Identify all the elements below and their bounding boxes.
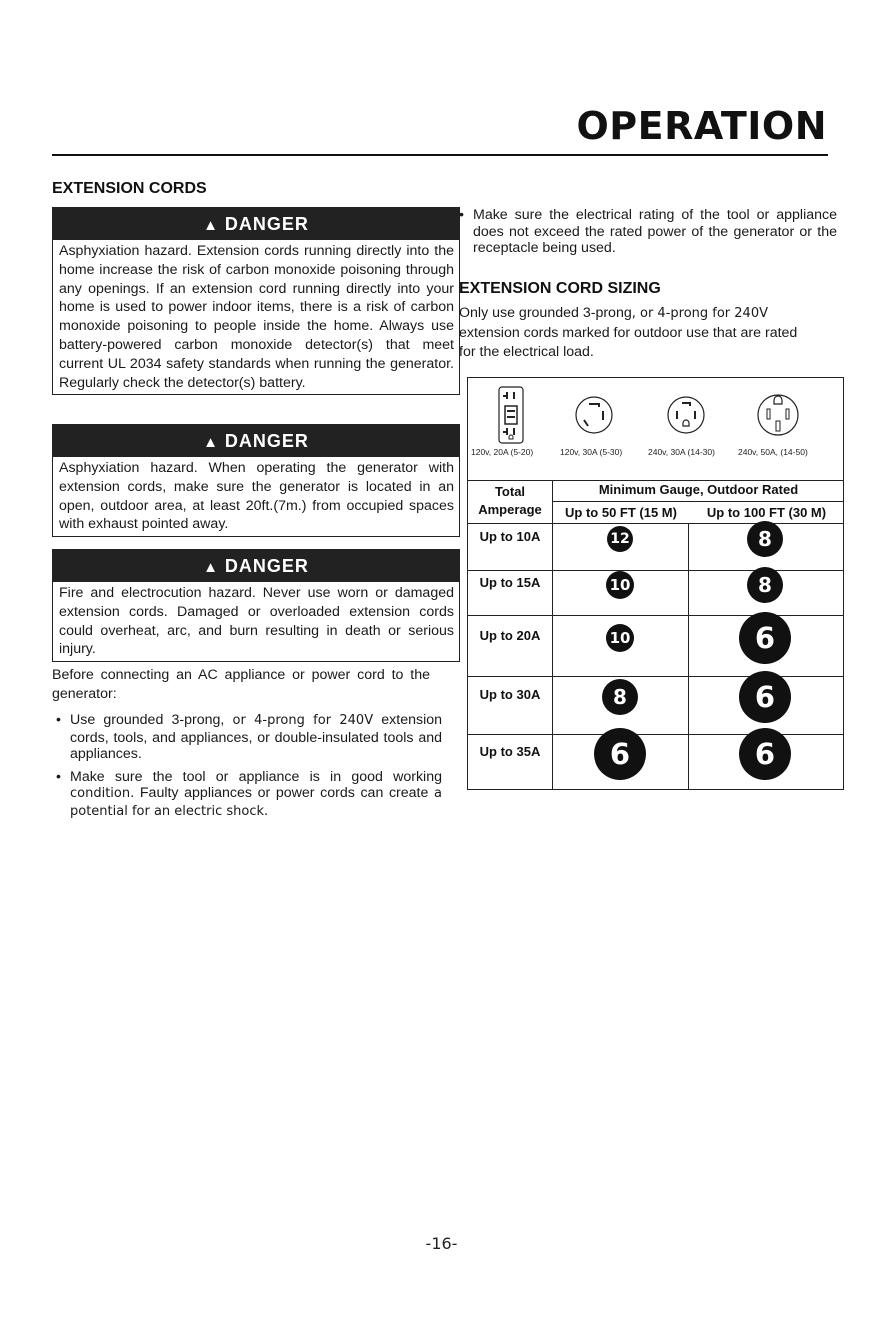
- sizing-paragraph: Only use grounded 3-prong, or 4-prong for 240V extension cords marked for outdoor use that are rated for the electrical load.: [459, 305, 798, 360]
- row-amperage: Up to 35A: [479, 743, 541, 759]
- row-amperage: Up to 20A: [479, 627, 541, 643]
- danger-label: DANGER: [224, 556, 309, 576]
- list-item: • Make sure the electrical rating of the tool or appliance does not exceed the rated power of the generator or the receptacle being used.: [455, 207, 837, 257]
- danger-box-2: [52, 424, 460, 537]
- danger-text: Asphyxiation hazard. Extension cords running directly into the home increase the risk of carbon monoxide poisoning through any openings. If an extension cord running directly into your home is used to power indoor items, there is a risk of carbon monoxide poisoning to people inside the home. Always use battery-powered carbon monoxide detector(s) that meet current UL 2034 safety standards when running the generator. Regularly check the detector(s) battery.: [59, 243, 454, 391]
- outlet-label: 240v, 50A, (14-50): [738, 447, 808, 457]
- outlet-14-30-icon: [666, 394, 706, 436]
- row-amperage: Up to 15A: [479, 574, 541, 590]
- outlet-5-30-icon: [574, 394, 614, 436]
- danger-text: Asphyxiation hazard. When operating the generator with extension cords, make sure the generator is located in an open, outdoor area, at least 20ft.(7m.) from occupied spaces with exhaust pointed away.: [59, 460, 454, 533]
- page-title: OPERATION: [576, 104, 827, 148]
- column-header-50ft: Up to 50 FT (15 M): [565, 505, 677, 520]
- intro-paragraph: Before connecting an AC appliance or power cord to the generator:: [52, 667, 430, 702]
- outlet-row: [468, 378, 843, 481]
- gauge-badge-100ft: 6: [739, 612, 791, 664]
- row-amperage: Up to 30A: [479, 687, 541, 702]
- header-rule: [52, 154, 828, 156]
- danger-header: [53, 425, 459, 457]
- section-title-extension-cords: EXTENSION CORDS: [52, 180, 207, 197]
- outlet-label: 240v, 30A (14-30): [648, 447, 715, 457]
- danger-text: Fire and electrocution hazard. Never use worn or damaged extension cords. Damaged or overloaded extension cords could overheat, arc, and burn resulting in death or serious injury.: [59, 585, 454, 658]
- column-header-min-gauge: Minimum Gauge, Outdoor Rated: [598, 482, 799, 497]
- column-header-amperage: Amperage: [478, 502, 542, 517]
- danger-label: DANGER: [224, 214, 309, 234]
- gauge-badge-50ft: 10: [606, 571, 634, 599]
- outlet-label: 120v, 30A (5-30): [560, 447, 623, 457]
- danger-box-3: [52, 549, 460, 662]
- gauge-badge-50ft: 12: [607, 526, 633, 552]
- gauge-badge-100ft: 6: [739, 728, 791, 780]
- warning-triangle-icon: ▲: [203, 217, 219, 234]
- gauge-badge-100ft: 8: [747, 567, 783, 603]
- gauge-table: [467, 377, 844, 790]
- danger-header: [53, 550, 459, 582]
- list-item: • Use grounded 3-prong, or 4-prong for 240V extension cords, tools, and appliances, or double-insulated tools and appliances.: [52, 712, 442, 763]
- outlet-14-50-icon: [756, 392, 800, 438]
- outlet-label: 120v, 20A (5-20): [471, 447, 534, 457]
- column-header-100ft: Up to 100 FT (30 M): [706, 505, 827, 520]
- gauge-badge-50ft: 6: [594, 728, 646, 780]
- page-number: -16-: [425, 1234, 458, 1253]
- danger-label: DANGER: [224, 431, 309, 451]
- gauge-badge-50ft: 8: [602, 679, 638, 715]
- outlet-5-20-icon: [498, 386, 524, 444]
- danger-header: [53, 208, 459, 240]
- section-title-cord-sizing: EXTENSION CORD SIZING: [459, 280, 661, 297]
- gauge-badge-100ft: 6: [739, 671, 791, 723]
- warning-triangle-icon: ▲: [203, 434, 219, 451]
- list-item: • Make sure the tool or appliance is in good working condition. Faulty appliances or power cords can create a potential for an electric shock.: [52, 769, 442, 821]
- left-bullet-list: [52, 712, 442, 826]
- row-amperage: Up to 10A: [479, 528, 541, 544]
- right-bullet-list: [455, 207, 837, 263]
- gauge-badge-50ft: 10: [606, 624, 634, 652]
- danger-box-1: [52, 207, 460, 395]
- gauge-badge-100ft: 8: [747, 521, 783, 557]
- warning-triangle-icon: ▲: [203, 559, 219, 576]
- column-header-total: Total: [494, 484, 526, 499]
